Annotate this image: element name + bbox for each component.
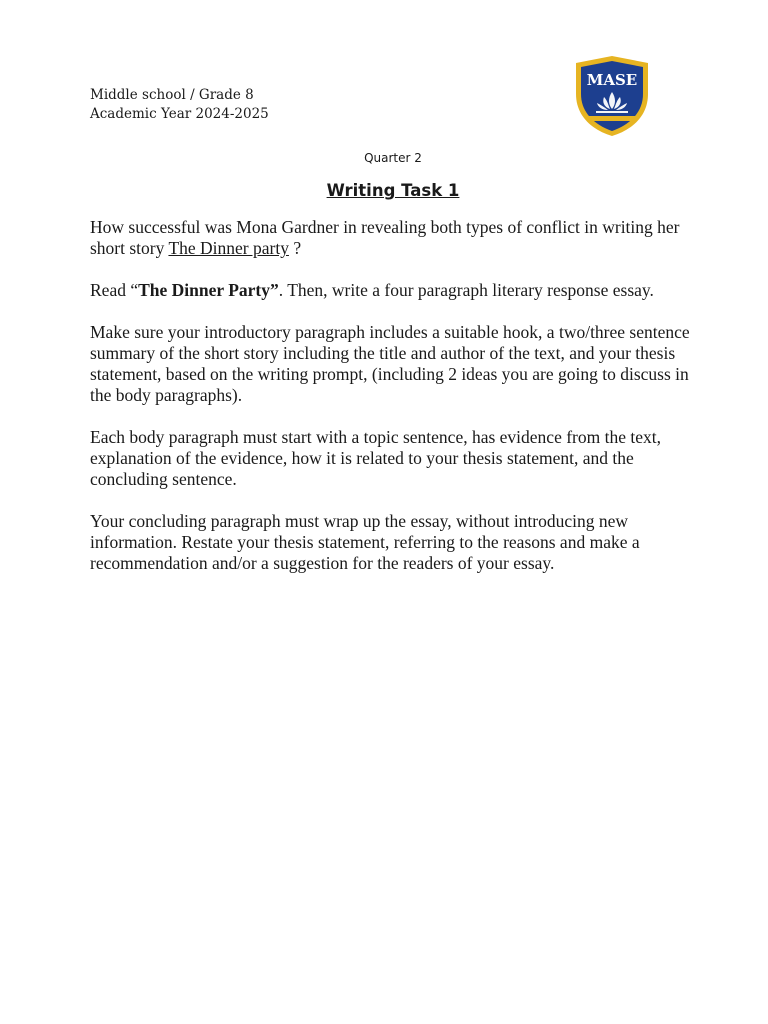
task-content — [90, 217, 702, 595]
logo-text: MASE — [586, 71, 638, 89]
story-title: The Dinner party — [168, 238, 289, 258]
instruction-start: Read “ — [90, 280, 139, 300]
read-instruction — [90, 280, 702, 301]
question-end: ? — [288, 238, 302, 258]
story-title-bold: The Dinner Party” — [138, 280, 279, 300]
academic-year-line: Academic Year 2024-2025 — [90, 106, 269, 122]
body-paragraph-instruction: Each body paragraph must start with a topic sentence, has evidence from the text, explanation of the evidence, how it is related to your thesis statement, and the concluding sentence. — [90, 427, 661, 489]
question-text: How successful was Mona Gardner in revealing both types of conflict in writing her short story — [90, 217, 680, 258]
prompt-question — [90, 217, 702, 259]
conclusion-paragraph-instruction: Your concluding paragraph must wrap up the essay, without introducing new information. Restate your thesis statement, referring to the reasons and make a recommendation and/or a suggestion for the readers of your essay. — [90, 511, 640, 573]
page-title: Writing Task 1 — [326, 181, 460, 200]
header-info — [90, 86, 269, 124]
instruction-end: . Then, write a four paragraph literary response essay. — [278, 280, 654, 300]
school-grade-line: Middle school / Grade 8 — [90, 87, 254, 103]
mase-shield-icon — [572, 54, 652, 138]
quarter-label: Quarter 2 — [364, 151, 422, 165]
intro-paragraph-instruction: Make sure your introductory paragraph includes a suitable hook, a two/three sentence summary of the short story including the title and author of the text, and your thesis statement, based on the writing prompt, (including 2 ideas you are going to discuss in the body paragraphs). — [90, 322, 690, 405]
school-logo — [572, 54, 652, 138]
